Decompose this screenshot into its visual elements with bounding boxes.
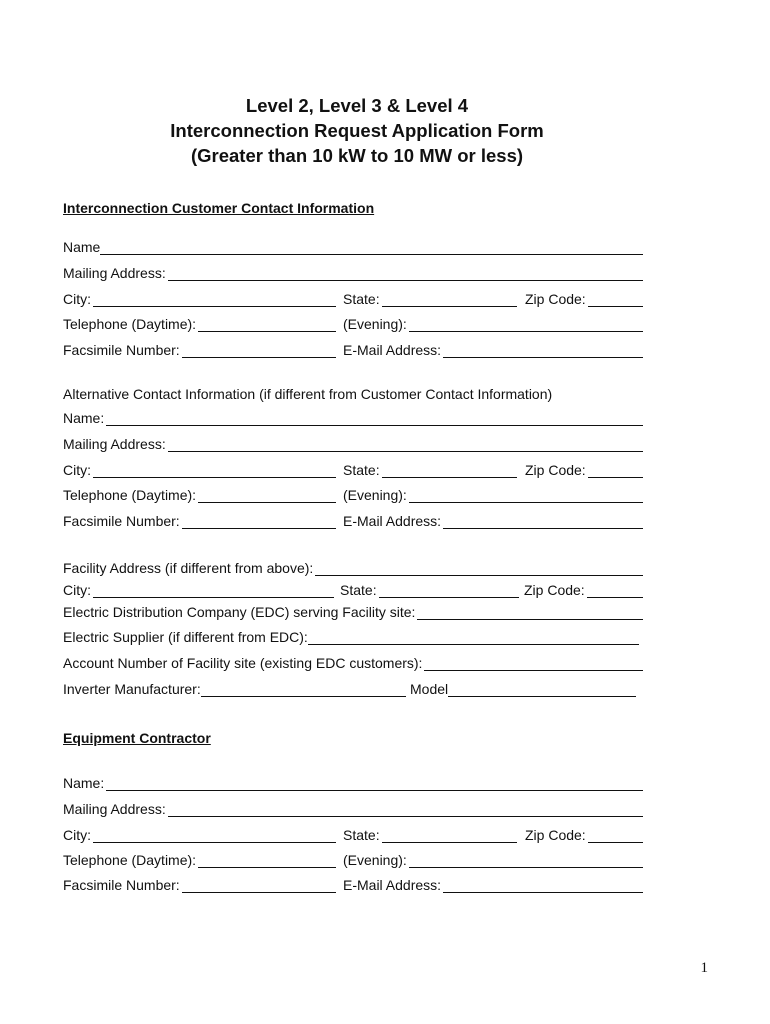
alternative-fax-label: Facsimile Number: (63, 513, 180, 529)
alternative-contact-intro: Alternative Contact Information (if different from Customer Contact Information) (63, 386, 553, 402)
title-line-1: Level 2, Level 3 & Level 4 (245, 95, 469, 116)
facility-edc-row (63, 600, 643, 620)
contractor-fax-label: Facsimile Number: (63, 877, 180, 893)
contractor-zip-label: Zip Code: (525, 827, 586, 843)
customer-telephone-row (63, 312, 643, 332)
alternative-tel-day-field[interactable] (198, 489, 336, 503)
customer-fax-row (63, 338, 643, 358)
customer-mailing-field[interactable] (168, 267, 643, 281)
contractor-telephone-row (63, 848, 643, 868)
customer-state-label: State: (343, 291, 380, 307)
page-number: 1 (700, 960, 708, 976)
contractor-mailing-row (63, 797, 643, 817)
facility-state-label: State: (340, 582, 377, 598)
alternative-tel-eve-field[interactable] (409, 489, 643, 503)
customer-tel-eve-label: (Evening): (343, 316, 407, 332)
customer-city-row (63, 287, 643, 307)
equipment-contractor-heading: Equipment Contractor (63, 730, 211, 746)
alternative-name-label: Name: (63, 410, 105, 426)
customer-name-label: Name (63, 239, 101, 255)
facility-supplier-row (63, 625, 643, 645)
facility-supplier-label: Electric Supplier (if different from EDC): (63, 629, 308, 645)
customer-zip-field[interactable] (588, 293, 643, 307)
alternative-tel-eve-label: (Evening): (343, 487, 407, 503)
facility-address-field[interactable] (315, 562, 643, 576)
facility-address-row (63, 556, 643, 576)
alternative-name-field[interactable] (106, 412, 643, 426)
customer-name-field[interactable] (100, 241, 643, 255)
contractor-zip-field[interactable] (588, 829, 643, 843)
customer-city-field[interactable] (93, 293, 336, 307)
alternative-fax-row (63, 509, 643, 529)
contractor-mailing-label: Mailing Address: (63, 801, 166, 817)
contractor-tel-eve-field[interactable] (409, 854, 643, 868)
customer-fax-field[interactable] (182, 344, 336, 358)
alternative-name-row (63, 406, 643, 426)
contractor-mailing-field[interactable] (168, 803, 643, 817)
facility-inverter-label: Inverter Manufacturer: (63, 681, 201, 697)
facility-account-row (63, 651, 643, 671)
customer-email-field[interactable] (443, 344, 643, 358)
facility-model-label: Model (410, 681, 449, 697)
alternative-zip-field[interactable] (588, 464, 643, 478)
facility-inverter-row (63, 677, 643, 697)
facility-city-label: City: (63, 582, 91, 598)
facility-city-field[interactable] (93, 584, 334, 598)
alternative-zip-label: Zip Code: (525, 462, 586, 478)
form-title (0, 93, 714, 168)
contractor-city-field[interactable] (93, 829, 336, 843)
facility-city-row (63, 578, 643, 598)
alternative-fax-field[interactable] (182, 515, 336, 529)
contractor-name-row (63, 771, 643, 791)
alternative-mailing-row (63, 432, 643, 452)
contractor-fax-field[interactable] (182, 879, 336, 893)
alternative-city-field[interactable] (93, 464, 336, 478)
customer-state-field[interactable] (382, 293, 517, 307)
contractor-name-label: Name: (63, 775, 105, 791)
facility-zip-field[interactable] (587, 584, 643, 598)
customer-tel-day-label: Telephone (Daytime): (63, 316, 197, 332)
contractor-city-row (63, 823, 643, 843)
alternative-city-row (63, 458, 643, 478)
facility-state-field[interactable] (379, 584, 519, 598)
facility-zip-label: Zip Code: (524, 582, 585, 598)
customer-contact-heading: Interconnection Customer Contact Information (63, 200, 375, 216)
facility-model-field[interactable] (448, 683, 636, 697)
alternative-email-label: E-Mail Address: (343, 513, 442, 529)
contractor-tel-day-label: Telephone (Daytime): (63, 852, 197, 868)
title-line-3: (Greater than 10 kW to 10 MW or less) (190, 145, 524, 166)
facility-inverter-field[interactable] (201, 683, 406, 697)
alternative-mailing-field[interactable] (168, 438, 643, 452)
facility-supplier-field[interactable] (308, 631, 639, 645)
alternative-mailing-label: Mailing Address: (63, 436, 166, 452)
customer-fax-label: Facsimile Number: (63, 342, 180, 358)
alternative-state-field[interactable] (382, 464, 517, 478)
customer-mailing-row (63, 261, 643, 281)
contractor-state-label: State: (343, 827, 380, 843)
alternative-email-field[interactable] (443, 515, 643, 529)
customer-mailing-label: Mailing Address: (63, 265, 166, 281)
facility-account-label: Account Number of Facility site (existing EDC customers): (63, 655, 423, 671)
facility-edc-field[interactable] (417, 606, 643, 620)
title-line-2: Interconnection Request Application Form (170, 120, 544, 141)
contractor-city-label: City: (63, 827, 91, 843)
facility-address-label: Facility Address (if different from above): (63, 560, 314, 576)
alternative-city-label: City: (63, 462, 91, 478)
customer-tel-eve-field[interactable] (409, 318, 643, 332)
contractor-email-field[interactable] (443, 879, 643, 893)
customer-name-row (63, 235, 643, 255)
facility-edc-label: Electric Distribution Company (EDC) serving Facility site: (63, 604, 416, 620)
contractor-state-field[interactable] (382, 829, 517, 843)
customer-email-label: E-Mail Address: (343, 342, 442, 358)
contractor-name-field[interactable] (106, 777, 643, 791)
alternative-state-label: State: (343, 462, 380, 478)
alternative-telephone-row (63, 483, 643, 503)
facility-account-field[interactable] (424, 657, 643, 671)
contractor-email-label: E-Mail Address: (343, 877, 442, 893)
customer-zip-label: Zip Code: (525, 291, 586, 307)
alternative-tel-day-label: Telephone (Daytime): (63, 487, 197, 503)
contractor-tel-eve-label: (Evening): (343, 852, 407, 868)
customer-city-label: City: (63, 291, 91, 307)
contractor-tel-day-field[interactable] (198, 854, 336, 868)
customer-tel-day-field[interactable] (198, 318, 336, 332)
contractor-fax-row (63, 873, 643, 893)
